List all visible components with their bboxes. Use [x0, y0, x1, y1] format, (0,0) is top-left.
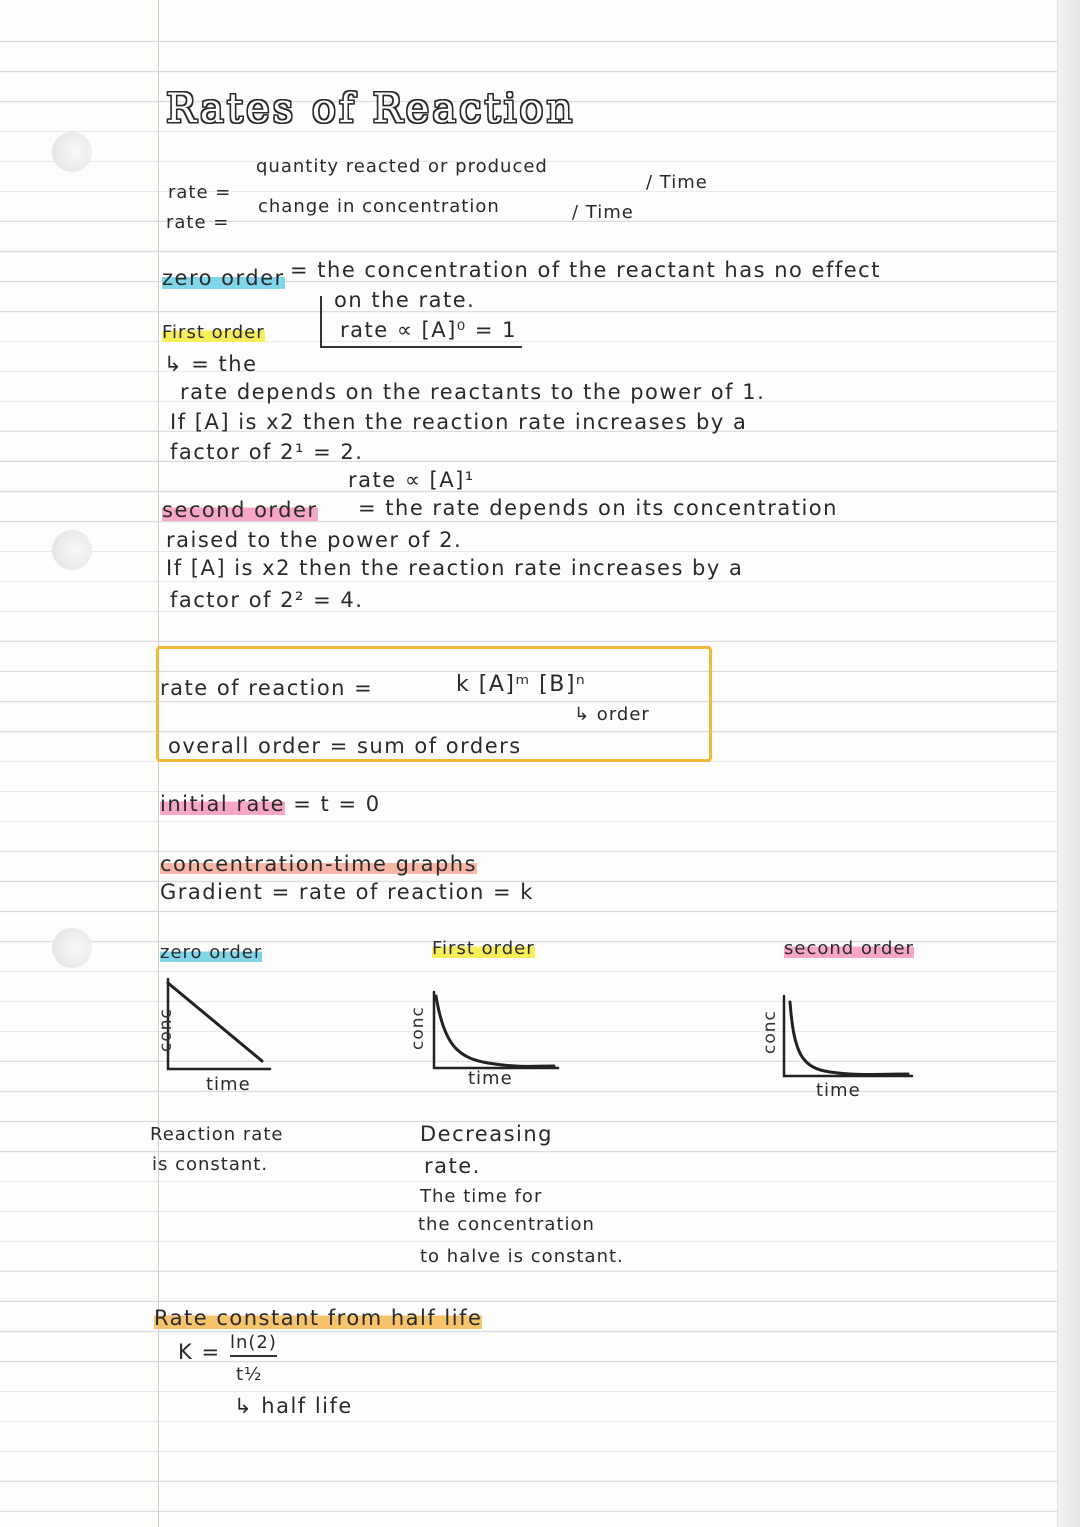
- gradient-definition: Gradient = rate of reaction = k: [160, 880, 534, 904]
- half-life-k: K =: [178, 1340, 221, 1364]
- rate-equation-order-note: ↳ order: [574, 704, 650, 725]
- punch-hole: [52, 132, 92, 172]
- initial-rate-value: = t = 0: [293, 792, 381, 816]
- second-order-line-4: factor of 2² = 4.: [170, 588, 364, 612]
- half-life-denominator: t½: [236, 1364, 263, 1385]
- first-note-2: rate.: [424, 1154, 481, 1178]
- first-note-4: the concentration: [418, 1214, 595, 1235]
- punch-hole: [52, 928, 92, 968]
- graph-second-xlabel: time: [816, 1080, 861, 1101]
- first-order-line-1: rate depends on the reactants to the power of 1.: [180, 380, 766, 404]
- first-note-3: The time for: [420, 1186, 543, 1207]
- second-order-line-2: raised to the power of 2.: [166, 528, 463, 552]
- rate-def-1-denominator: / Time: [646, 172, 708, 193]
- zero-note-1: Reaction rate: [150, 1124, 284, 1145]
- graph-first-ylabel: conc: [408, 1006, 428, 1050]
- zero-order-proportionality: rate ∝ [A]⁰ = 1: [340, 318, 517, 342]
- first-order-arrow: ↳ = the: [164, 352, 258, 376]
- rate-def-1-numerator: quantity reacted or produced: [256, 156, 548, 177]
- first-order-axes: [434, 992, 558, 1068]
- zero-order-definition-cont: on the rate.: [334, 288, 476, 312]
- punch-hole: [52, 530, 92, 570]
- page-title: Rates of Reaction: [166, 86, 576, 132]
- margin-line: [158, 0, 159, 1527]
- rate-def-2-denominator: / Time: [572, 202, 634, 223]
- first-order-line-2: If [A] is x2 then the reaction rate increases by a: [170, 410, 748, 434]
- second-order-line-3: If [A] is x2 then the reaction rate increases by a: [166, 556, 744, 580]
- graph-zero-ylabel: conc: [156, 1008, 176, 1052]
- zero-order-definition: = the concentration of the reactant has no effect: [290, 258, 881, 282]
- initial-rate-label: initial rate: [160, 792, 286, 816]
- second-order-axes: [784, 996, 912, 1076]
- first-order-proportionality: rate ∝ [A]¹: [348, 468, 475, 492]
- graph-first-order-label: First order: [432, 938, 535, 959]
- rate-equation-rhs: k [A]ᵐ [B]ⁿ: [456, 672, 587, 697]
- rate-def-2-numerator: change in concentration: [258, 196, 500, 217]
- rate-def-2-prefix: rate =: [166, 212, 230, 233]
- first-order-label: First order: [162, 322, 265, 343]
- graph-zero-xlabel: time: [206, 1074, 251, 1095]
- page-edge: [1057, 0, 1080, 1527]
- second-order-line-1: = the rate depends on its concentration: [358, 496, 838, 520]
- conc-time-heading: concentration-time graphs: [160, 852, 478, 876]
- graph-second-order-label: second order: [784, 938, 914, 959]
- first-note-5: to halve is constant.: [420, 1246, 624, 1267]
- graph-zero-order-label: zero order: [160, 942, 263, 963]
- half-life-note: ↳ half life: [234, 1394, 353, 1418]
- overall-order: overall order = sum of orders: [168, 734, 522, 758]
- second-order-label: second order: [162, 498, 318, 522]
- first-order-line-3: factor of 2¹ = 2.: [170, 440, 364, 464]
- rate-equation-lhs: rate of reaction =: [160, 676, 374, 700]
- rate-def-1-prefix: rate =: [168, 182, 232, 203]
- first-order-curve: [436, 996, 554, 1066]
- zero-order-line: [168, 983, 262, 1061]
- half-life-numerator: ln(2): [230, 1332, 277, 1357]
- graph-first-xlabel: time: [468, 1068, 513, 1089]
- zero-note-2: is constant.: [152, 1154, 269, 1175]
- first-note-1: Decreasing: [420, 1122, 554, 1146]
- half-life-heading: Rate constant from half life: [154, 1306, 483, 1330]
- second-order-curve: [790, 1002, 908, 1075]
- graph-second-ylabel: conc: [760, 1010, 780, 1054]
- second-order-graph: [770, 994, 920, 1084]
- zero-order-label: zero order: [162, 266, 285, 290]
